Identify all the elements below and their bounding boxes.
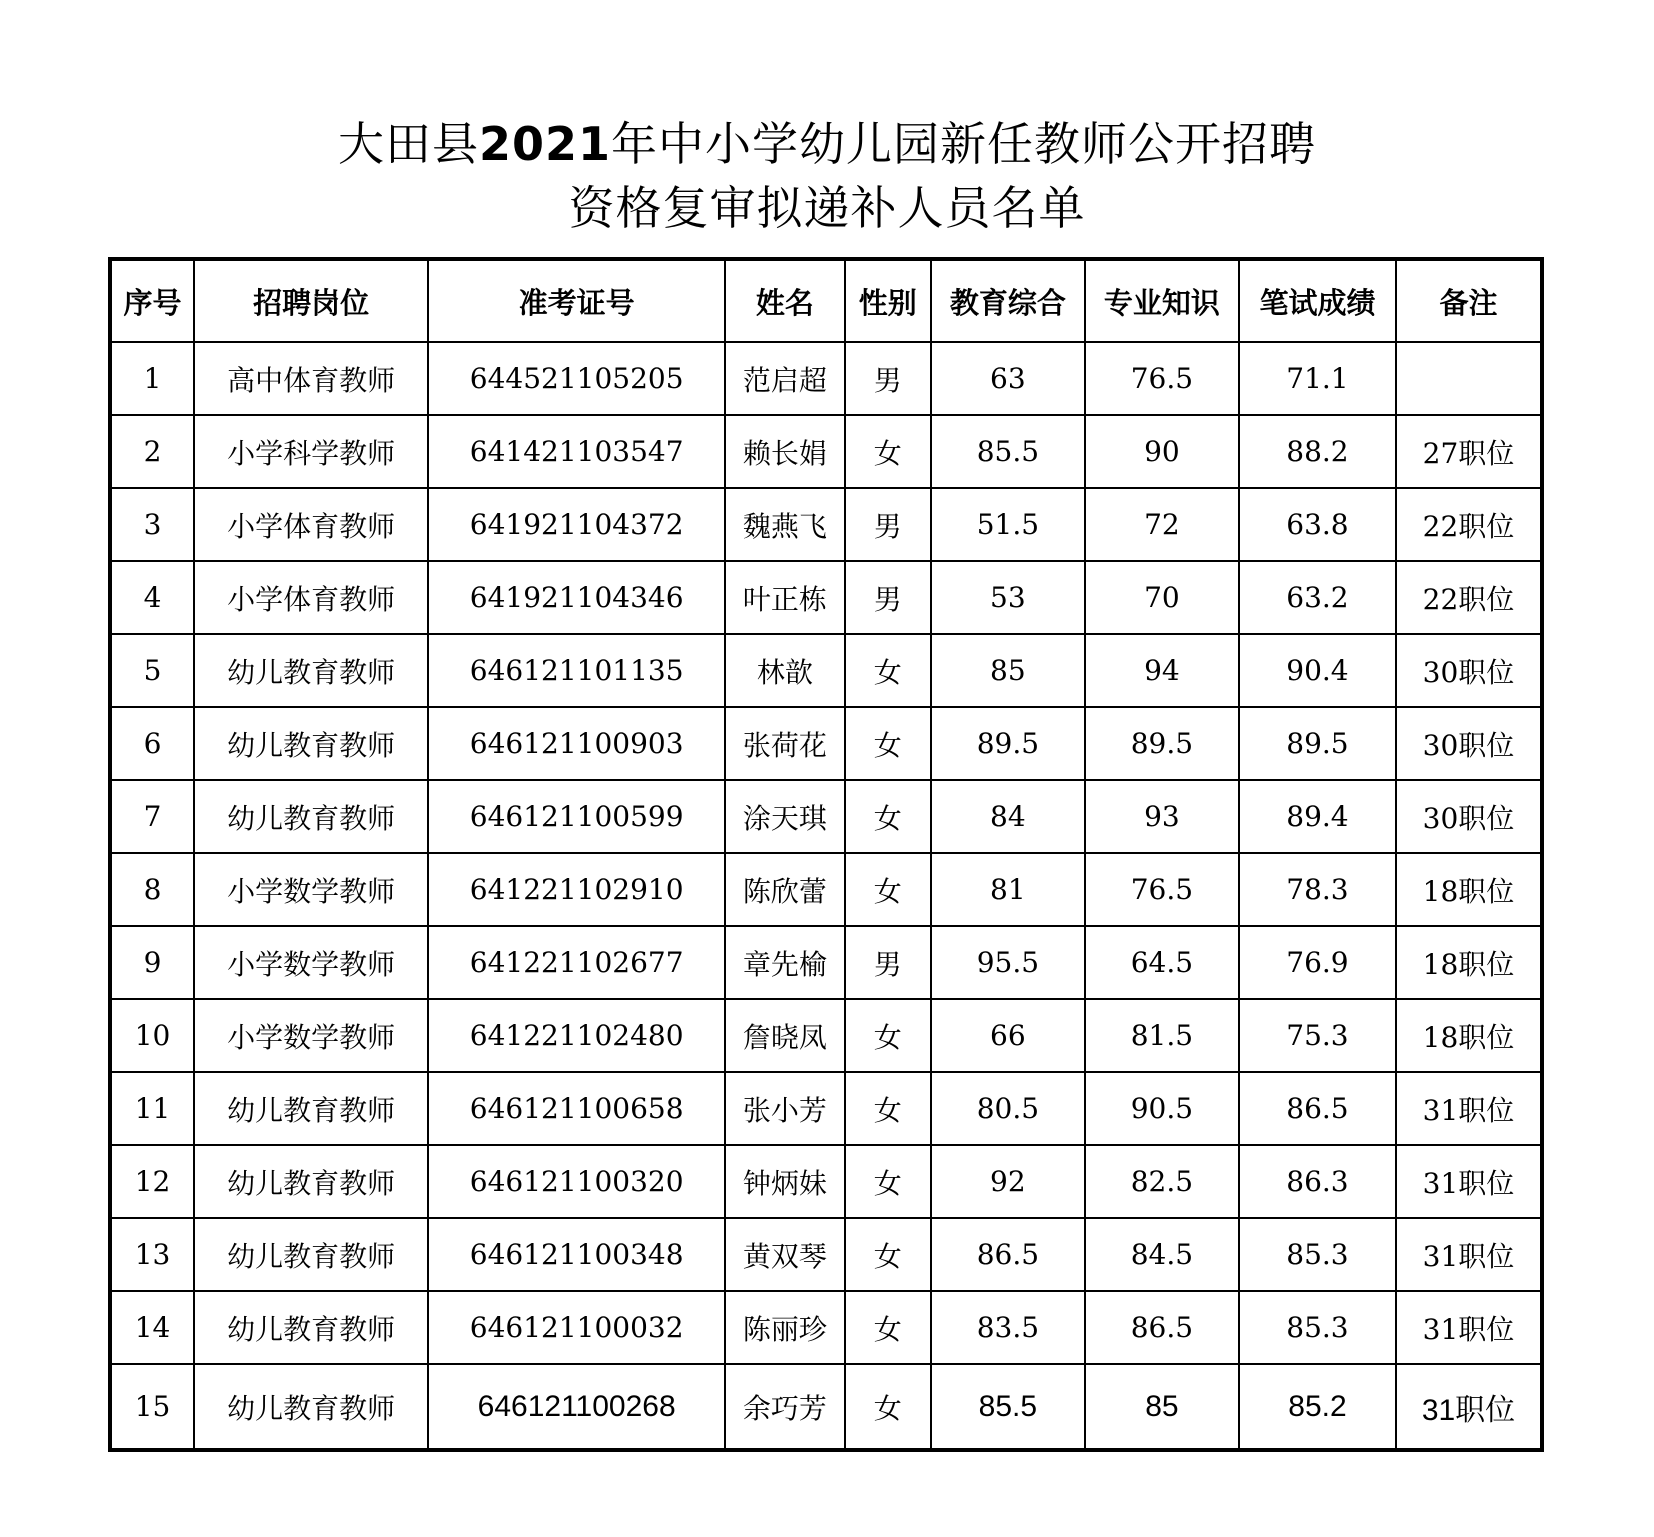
cell-remarks — [1396, 342, 1542, 415]
cell-professional-score: 90.5 — [1085, 1072, 1239, 1145]
cell-remarks: 18职位 — [1396, 926, 1542, 999]
cell-remarks: 31职位 — [1396, 1072, 1542, 1145]
cell-gender: 女 — [845, 1364, 931, 1450]
cell-gender: 男 — [845, 926, 931, 999]
cell-education-score: 63 — [931, 342, 1085, 415]
cell-remarks: 31职位 — [1396, 1291, 1542, 1364]
cell-index: 12 — [110, 1145, 194, 1218]
cell-gender: 女 — [845, 780, 931, 853]
cell-written-score: 86.3 — [1239, 1145, 1396, 1218]
cell-position: 幼儿教育教师 — [194, 707, 428, 780]
table-row — [110, 926, 1542, 999]
cell-position: 幼儿教育教师 — [194, 1364, 428, 1450]
cell-exam-id: 641221102677 — [428, 926, 725, 999]
cell-written-score: 86.5 — [1239, 1072, 1396, 1145]
header-exam-id: 准考证号 — [428, 259, 725, 342]
cell-position: 小学体育教师 — [194, 561, 428, 634]
cell-position: 幼儿教育教师 — [194, 1072, 428, 1145]
cell-education-score: 95.5 — [931, 926, 1085, 999]
cell-name: 范启超 — [725, 342, 845, 415]
cell-name: 张小芳 — [725, 1072, 845, 1145]
title-year: 2021 — [478, 117, 612, 171]
cell-education-score: 53 — [931, 561, 1085, 634]
cell-professional-score: 72 — [1085, 488, 1239, 561]
cell-gender: 女 — [845, 1145, 931, 1218]
cell-written-score: 88.2 — [1239, 415, 1396, 488]
cell-education-score: 80.5 — [931, 1072, 1085, 1145]
cell-professional-score: 81.5 — [1085, 999, 1239, 1072]
document-title-line1 — [0, 116, 1654, 172]
cell-education-score: 89.5 — [931, 707, 1085, 780]
cell-gender: 女 — [845, 999, 931, 1072]
cell-gender: 女 — [845, 853, 931, 926]
cell-position: 小学数学教师 — [194, 926, 428, 999]
cell-professional-score: 86.5 — [1085, 1291, 1239, 1364]
cell-remarks: 31职位 — [1396, 1218, 1542, 1291]
cell-position: 幼儿教育教师 — [194, 1291, 428, 1364]
header-gender: 性别 — [845, 259, 931, 342]
cell-education-score: 66 — [931, 999, 1085, 1072]
cell-index: 10 — [110, 999, 194, 1072]
cell-written-score: 90.4 — [1239, 634, 1396, 707]
cell-name: 章先榆 — [725, 926, 845, 999]
cell-written-score: 85.3 — [1239, 1291, 1396, 1364]
header-education-score: 教育综合 — [931, 259, 1085, 342]
header-written-score: 笔试成绩 — [1239, 259, 1396, 342]
cell-written-score: 89.5 — [1239, 707, 1396, 780]
cell-remarks: 30职位 — [1396, 780, 1542, 853]
cell-exam-id: 644521105205 — [428, 342, 725, 415]
cell-exam-id: 646121100032 — [428, 1291, 725, 1364]
cell-index: 6 — [110, 707, 194, 780]
candidate-table — [108, 257, 1544, 1452]
header-professional-score: 专业知识 — [1085, 259, 1239, 342]
table-row — [110, 342, 1542, 415]
cell-name: 魏燕飞 — [725, 488, 845, 561]
table-row — [110, 415, 1542, 488]
cell-education-score: 84 — [931, 780, 1085, 853]
cell-index: 4 — [110, 561, 194, 634]
cell-index: 3 — [110, 488, 194, 561]
cell-education-score: 85 — [931, 634, 1085, 707]
cell-professional-score: 76.5 — [1085, 342, 1239, 415]
cell-professional-score: 84.5 — [1085, 1218, 1239, 1291]
cell-remarks: 30职位 — [1396, 634, 1542, 707]
cell-gender: 女 — [845, 1218, 931, 1291]
cell-exam-id: 646121100903 — [428, 707, 725, 780]
cell-exam-id: 646121100268 — [428, 1364, 725, 1450]
cell-index: 13 — [110, 1218, 194, 1291]
cell-education-score: 81 — [931, 853, 1085, 926]
header-position: 招聘岗位 — [194, 259, 428, 342]
cell-education-score: 85.5 — [931, 415, 1085, 488]
header-name: 姓名 — [725, 259, 845, 342]
cell-remarks: 18职位 — [1396, 853, 1542, 926]
table-row — [110, 707, 1542, 780]
cell-name: 钟炳妹 — [725, 1145, 845, 1218]
cell-index: 7 — [110, 780, 194, 853]
cell-name: 黄双琴 — [725, 1218, 845, 1291]
cell-education-score: 92 — [931, 1145, 1085, 1218]
cell-education-score: 85.5 — [931, 1364, 1085, 1450]
cell-education-score: 83.5 — [931, 1291, 1085, 1364]
cell-position: 小学科学教师 — [194, 415, 428, 488]
cell-exam-id: 646121100599 — [428, 780, 725, 853]
title-county: 大田县 — [337, 117, 479, 171]
cell-gender: 女 — [845, 634, 931, 707]
table-row — [110, 999, 1542, 1072]
cell-exam-id: 646121100320 — [428, 1145, 725, 1218]
cell-index: 1 — [110, 342, 194, 415]
cell-professional-score: 85 — [1085, 1364, 1239, 1450]
cell-position: 小学数学教师 — [194, 853, 428, 926]
cell-index: 2 — [110, 415, 194, 488]
header-remarks: 备注 — [1396, 259, 1542, 342]
cell-professional-score: 89.5 — [1085, 707, 1239, 780]
table-row — [110, 780, 1542, 853]
cell-index: 14 — [110, 1291, 194, 1364]
cell-gender: 女 — [845, 707, 931, 780]
cell-remarks: 27职位 — [1396, 415, 1542, 488]
cell-exam-id: 646121101135 — [428, 634, 725, 707]
cell-written-score: 78.3 — [1239, 853, 1396, 926]
cell-remarks: 18职位 — [1396, 999, 1542, 1072]
table-row — [110, 488, 1542, 561]
cell-exam-id: 641421103547 — [428, 415, 725, 488]
cell-gender: 男 — [845, 561, 931, 634]
cell-gender: 男 — [845, 488, 931, 561]
header-index: 序号 — [110, 259, 194, 342]
table-header-row — [110, 259, 1542, 342]
table-row — [110, 561, 1542, 634]
table-row — [110, 1218, 1542, 1291]
cell-exam-id: 641921104346 — [428, 561, 725, 634]
cell-name: 涂天琪 — [725, 780, 845, 853]
cell-position: 幼儿教育教师 — [194, 780, 428, 853]
cell-written-score: 63.8 — [1239, 488, 1396, 561]
cell-gender: 女 — [845, 1072, 931, 1145]
table-row — [110, 634, 1542, 707]
document-title-line2: 资格复审拟递补人员名单 — [568, 181, 1086, 235]
cell-exam-id: 641221102910 — [428, 853, 725, 926]
table-row — [110, 1291, 1542, 1364]
cell-position: 幼儿教育教师 — [194, 1145, 428, 1218]
cell-index: 9 — [110, 926, 194, 999]
cell-index: 5 — [110, 634, 194, 707]
cell-position: 小学体育教师 — [194, 488, 428, 561]
cell-written-score: 89.4 — [1239, 780, 1396, 853]
cell-education-score: 51.5 — [931, 488, 1085, 561]
cell-professional-score: 82.5 — [1085, 1145, 1239, 1218]
cell-name: 陈欣蕾 — [725, 853, 845, 926]
cell-index: 15 — [110, 1364, 194, 1450]
cell-remarks: 30职位 — [1396, 707, 1542, 780]
table-row — [110, 1072, 1542, 1145]
table-row — [110, 1145, 1542, 1218]
cell-remarks: 22职位 — [1396, 561, 1542, 634]
cell-name: 赖长娟 — [725, 415, 845, 488]
cell-gender: 男 — [845, 342, 931, 415]
cell-index: 8 — [110, 853, 194, 926]
cell-written-score: 75.3 — [1239, 999, 1396, 1072]
cell-written-score: 71.1 — [1239, 342, 1396, 415]
cell-professional-score: 64.5 — [1085, 926, 1239, 999]
cell-gender: 女 — [845, 415, 931, 488]
cell-exam-id: 641221102480 — [428, 999, 725, 1072]
cell-written-score: 63.2 — [1239, 561, 1396, 634]
cell-written-score: 85.3 — [1239, 1218, 1396, 1291]
table-row — [110, 853, 1542, 926]
cell-professional-score: 76.5 — [1085, 853, 1239, 926]
cell-professional-score: 90 — [1085, 415, 1239, 488]
cell-remarks: 22职位 — [1396, 488, 1542, 561]
cell-exam-id: 646121100658 — [428, 1072, 725, 1145]
cell-position: 小学数学教师 — [194, 999, 428, 1072]
cell-education-score: 86.5 — [931, 1218, 1085, 1291]
title-subject: 年中小学幼儿园新任教师公开招聘 — [611, 117, 1317, 171]
cell-name: 林歆 — [725, 634, 845, 707]
cell-position: 幼儿教育教师 — [194, 1218, 428, 1291]
cell-name: 张荷花 — [725, 707, 845, 780]
cell-name: 陈丽珍 — [725, 1291, 845, 1364]
cell-professional-score: 94 — [1085, 634, 1239, 707]
table-row — [110, 1364, 1542, 1450]
cell-gender: 女 — [845, 1291, 931, 1364]
cell-professional-score: 93 — [1085, 780, 1239, 853]
cell-name: 詹晓凤 — [725, 999, 845, 1072]
cell-exam-id: 641921104372 — [428, 488, 725, 561]
cell-position: 幼儿教育教师 — [194, 634, 428, 707]
cell-position: 高中体育教师 — [194, 342, 428, 415]
cell-written-score: 76.9 — [1239, 926, 1396, 999]
cell-index: 11 — [110, 1072, 194, 1145]
cell-remarks: 31职位 — [1396, 1145, 1542, 1218]
cell-written-score: 85.2 — [1239, 1364, 1396, 1450]
cell-professional-score: 70 — [1085, 561, 1239, 634]
cell-name: 叶正栋 — [725, 561, 845, 634]
cell-exam-id: 646121100348 — [428, 1218, 725, 1291]
cell-name: 余巧芳 — [725, 1364, 845, 1450]
cell-remarks: 31职位 — [1396, 1364, 1542, 1450]
